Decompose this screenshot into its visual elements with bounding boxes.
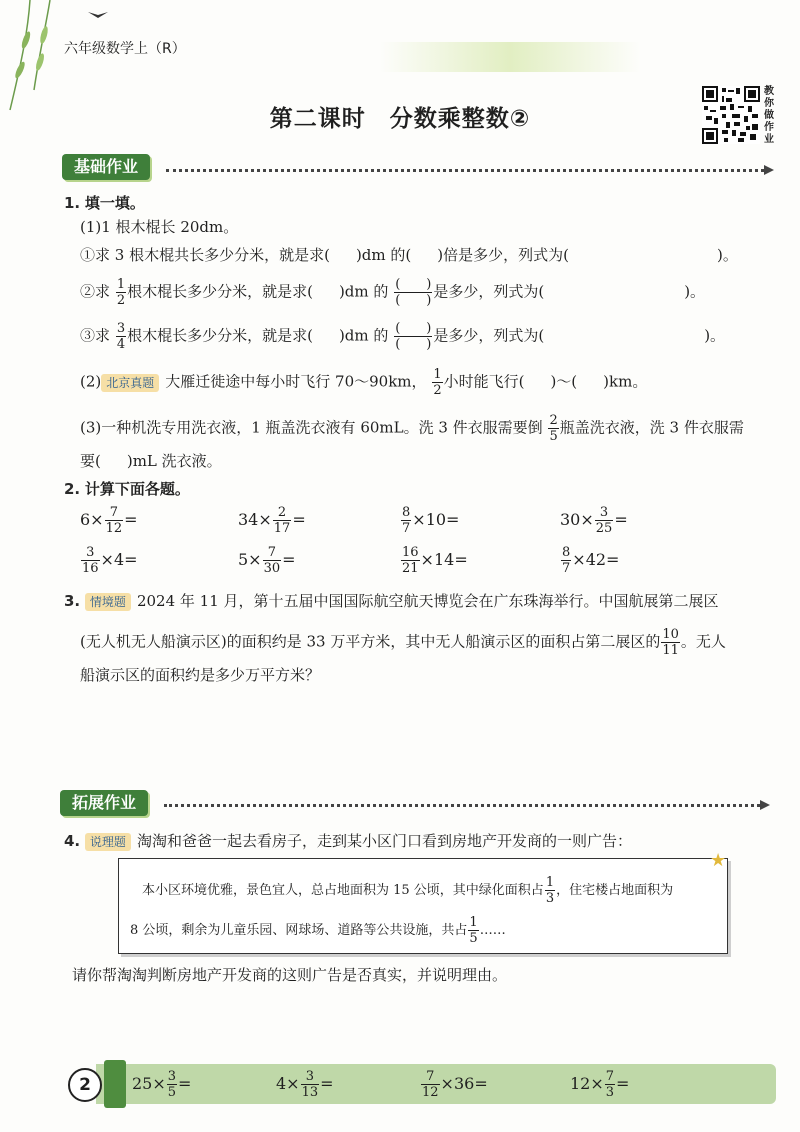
calc-item: $\frac{16}{21}$ ×14= (402, 545, 468, 576)
q2-heading: 2. 计算下面各题。 (64, 480, 190, 498)
q3-line2: (无人机无人船演示区)的面积约是 33 万平方米，其中无人船演示区的面积占第二展区的 $\frac{10}{11}$ 。无人 (80, 627, 726, 658)
section-tag-extended: 拓展作业 (60, 790, 148, 816)
calc-item: 5× $\frac{7}{30}$ = (238, 545, 296, 576)
q4-intro: 4. 说理题 淘淘和爸爸一起去看房子，走到某小区门口看到房地产开发商的一则广告： (64, 832, 632, 850)
footer-calc-item: 4× $\frac{3}{13}$ = (276, 1069, 334, 1100)
book-label: 六年级数学上（R） (64, 41, 186, 57)
footer-calc-item: 12× $\frac{7}{3}$ = (570, 1069, 630, 1100)
blank-fraction: $\frac{( )}{( )}$ (395, 277, 432, 308)
fraction: $\frac{1}{3}$ (545, 875, 555, 906)
calc-item: $\frac{3}{16}$ ×4= (82, 545, 138, 576)
q1-part3-line1: (3)一种机洗专用洗衣液，1 瓶盖洗衣液有 60mL。洗 3 件衣服需要倒 $\frac{2}{5}$ 瓶盖洗衣液，洗 3 件衣服需 (80, 413, 744, 444)
q1-row1: ①求 3 根木棍共长多少分米，就是求( )dm 的( )倍是多少，列式为( )。 (80, 246, 738, 264)
fraction: $\frac{1}{2}$ (116, 277, 126, 308)
calc-item: $\frac{8}{7}$ ×10= (402, 505, 460, 536)
q1-part3-line2: 要( )mL 洗衣液。 (80, 452, 222, 470)
title-highlight-band (380, 42, 640, 72)
fraction: $\frac{1}{2}$ (433, 367, 442, 398)
badge-reasoning: 说理题 (85, 833, 131, 851)
ad-line1: 本小区环境优雅，景色宜人，总占地面积为 15 公顷，其中绿化面积占 $\frac{1}{3}$ ，住宅楼占地面积为 (142, 875, 674, 906)
qr-caption: 教你做作业 (764, 86, 774, 145)
calc-item: $\frac{8}{7}$ ×42= (562, 545, 620, 576)
section-divider (164, 804, 760, 807)
q1-row2: ②求 $\frac{1}{2}$ 根木棍长多少分米，就是求( )dm 的 $\frac{( )}{( )}$ 是多少，列式为( )。 (80, 277, 706, 308)
fraction: $\frac{10}{11}$ (662, 627, 679, 658)
blank-fraction: $\frac{( )}{( )}$ (395, 321, 432, 352)
fraction: $\frac{2}{5}$ (549, 413, 558, 444)
q4-question: 请你帮淘淘判断房地产开发商的这则广告是否真实，并说明理由。 (72, 966, 508, 984)
section-tag-basic: 基础作业 (62, 154, 150, 180)
footer-calc-item: $\frac{7}{12}$ ×36= (422, 1069, 488, 1100)
badge-beijing: 北京真题 (101, 374, 159, 392)
q1-row3: ③求 $\frac{3}{4}$ 根木棍长多少分米，就是求( )dm 的 $\frac{( )}{( )}$ 是多少，列式为( )。 (80, 321, 726, 352)
section-divider (166, 169, 764, 172)
footer-calc-item: 25× $\frac{3}{5}$ = (132, 1069, 192, 1100)
badge-scenario: 情境题 (85, 593, 131, 611)
q1-part2: (2) 北京真题 大雁迁徙途中每小时飞行 70～90km， $\frac{1}{2}$ 小时能飞行( )～( )km。 (80, 367, 648, 398)
fraction: $\frac{1}{5}$ (469, 915, 478, 946)
q3-line3: 船演示区的面积约是多少万平方米？ (80, 666, 321, 684)
calc-item: 6× $\frac{7}{12}$ = (80, 505, 138, 536)
qr-code-icon[interactable] (702, 86, 760, 144)
star-icon: ★ (710, 850, 727, 871)
footer-bar-accent (104, 1060, 126, 1108)
q1-heading: 1. 填一填。 (64, 194, 145, 212)
q1-part1-intro: (1)1 根木棍长 20dm。 (80, 218, 239, 236)
ad-line2: 8 公顷，剩余为儿童乐园、网球场、道路等公共设施，共占 $\frac{1}{5}$ …… (130, 915, 506, 946)
fraction: $\frac{3}{4}$ (116, 321, 126, 352)
page-number: 2 (68, 1068, 102, 1102)
calc-item: 30× $\frac{3}{25}$ = (560, 505, 628, 536)
page-title: 第二课时 分数乘整数② (269, 106, 531, 132)
calc-item: 34× $\frac{2}{17}$ = (238, 505, 306, 536)
q3-line1: 3. 情境题 2024 年 11 月，第十五届中国国际航空航天博览会在广东珠海举行。中国航展第二展区 (64, 592, 719, 610)
